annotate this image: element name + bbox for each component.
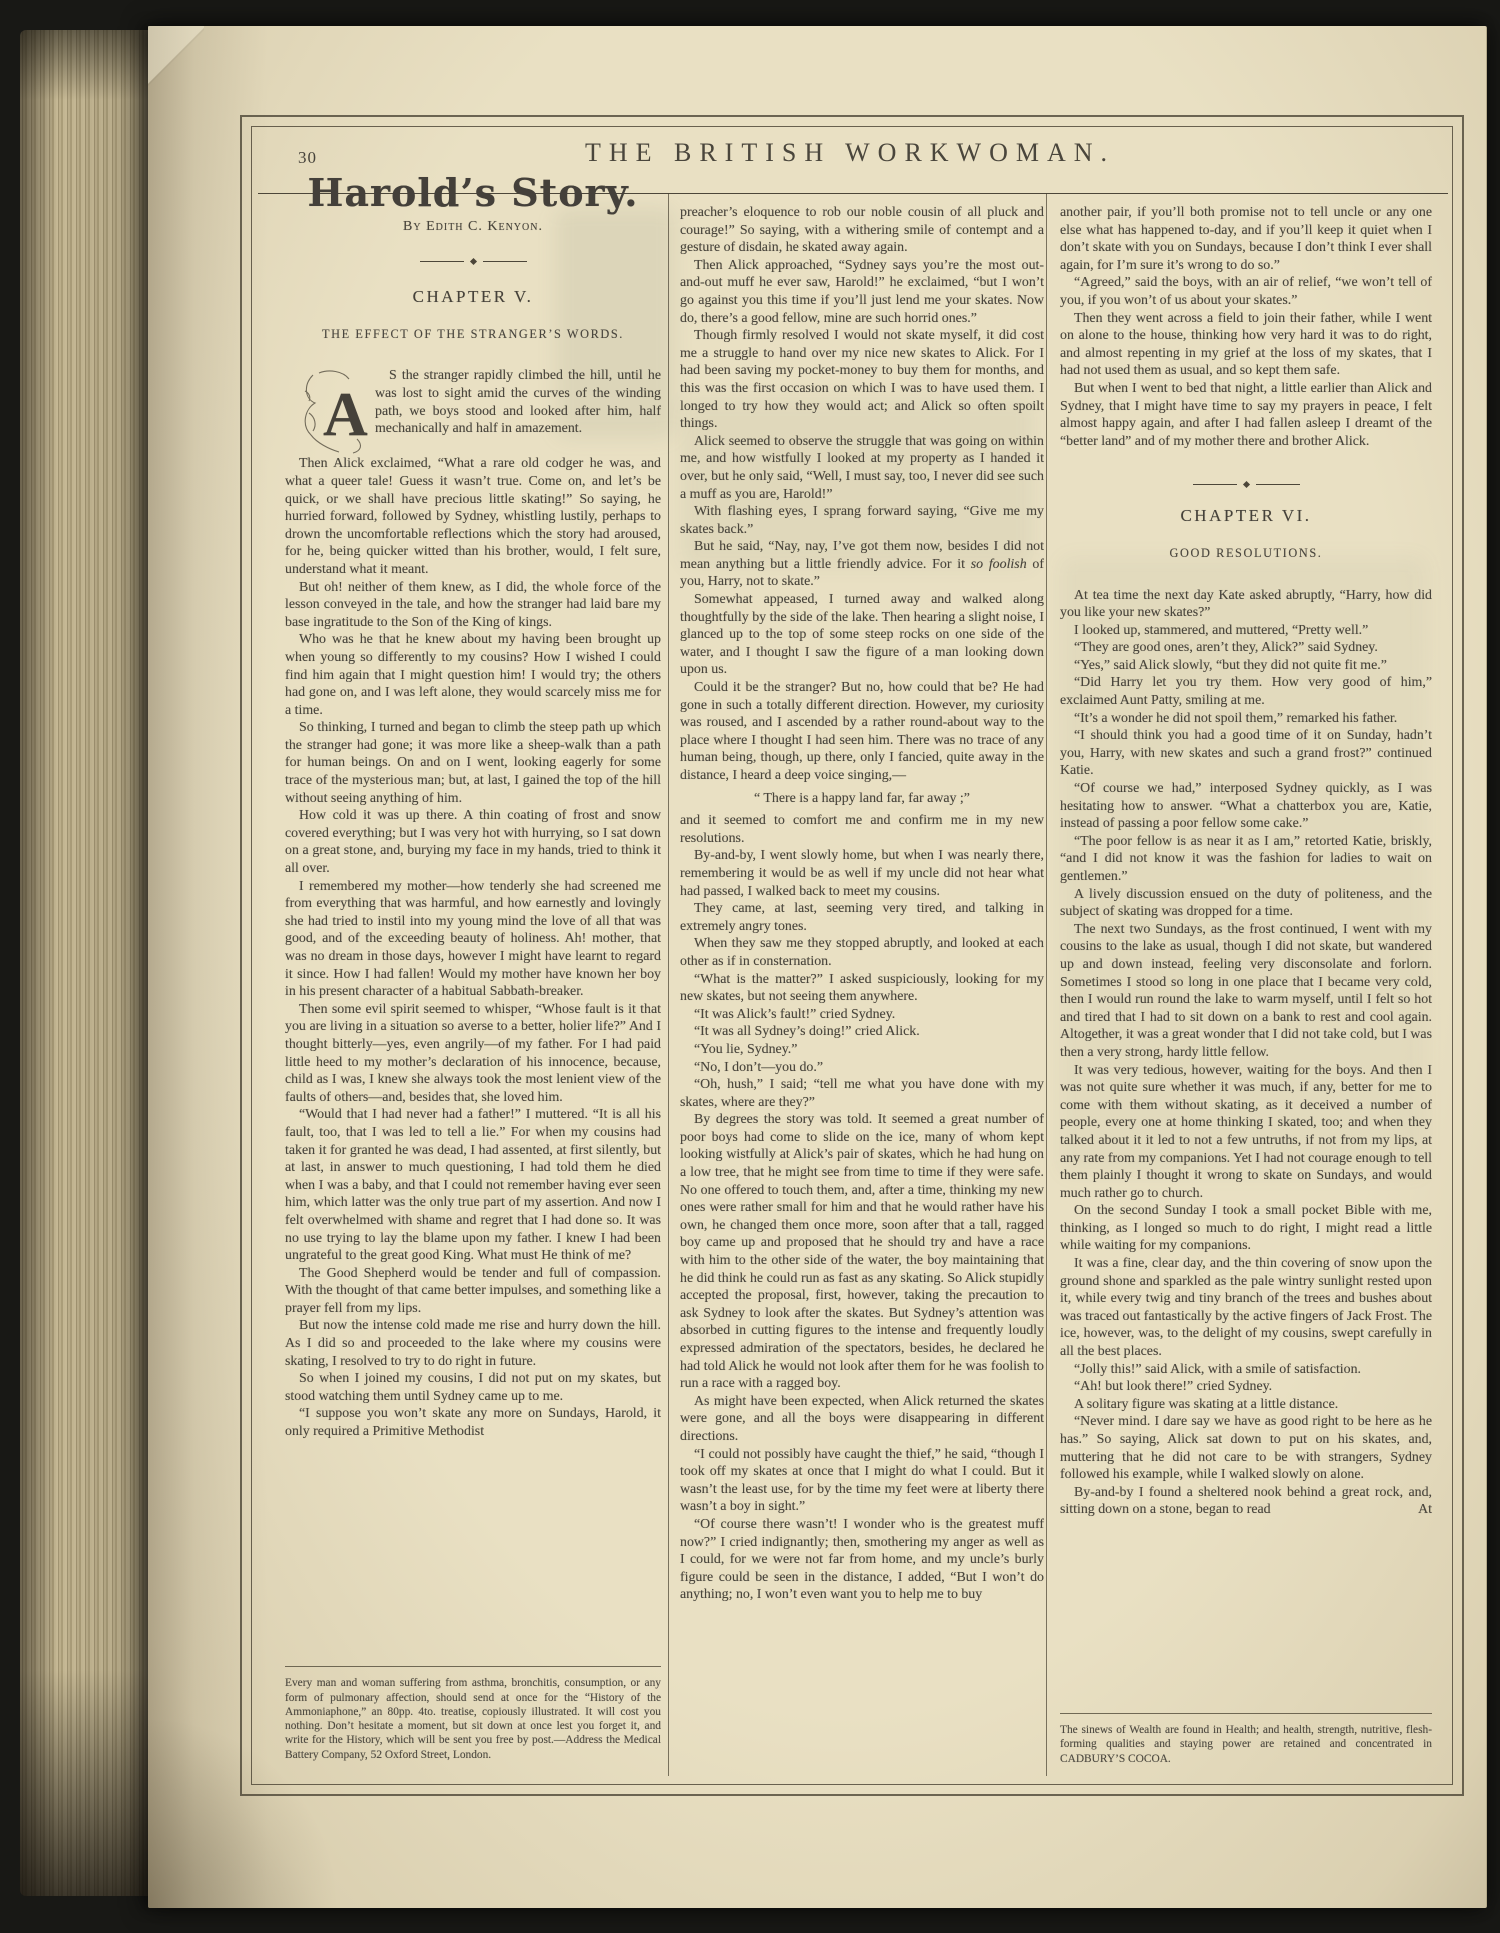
column-1 xyxy=(285,148,661,1762)
paragraph: Who was he that he knew about my having been brought up when young so differently to my cousins? How I wished I could find him again that I might question him! I would try; the others had gone on, and I was left alone, they would scarcely miss me for a time. xyxy=(285,632,661,718)
ornament-line xyxy=(483,261,527,262)
paragraph: Then they went across a field to join their father, while I went on alone to the house, thinking how very hard it was to do right, and almost repenting in my grief at the loss of my skates, that I had not used them as usual, and so kept them safe. xyxy=(1060,310,1432,379)
paragraph: “Jolly this!” said Alick, with a smile of satisfaction. xyxy=(1074,1361,1362,1377)
paragraph: Then Alick exclaimed, “What a rare old codger he was, and what a queer tale! Guess it wasn’t true. Come on, and let’s be quick, or we shall have precious little skating!” So saying, he hurried forward, followed by Sydney, whistling lustily, perhaps to drown the uncomfortable reflections which the story had aroused, for he, being quicker witted than his brother, would, I felt sure, understand what it meant. xyxy=(285,456,661,577)
paragraph: another pair, if you’ll both promise not to tell uncle or any one else what has happened to-day, and if you’ll keep it quiet when I don’t skate with you on Sundays, because I don’t think I ever shall again, for I’m sure it’s wrong to do so.” xyxy=(1060,205,1432,273)
paragraph: Could it be the stranger? But no, how could that be? He had gone in such a totally different direction. However, my curiosity was roused, and I ascended by a rather round-about way to the place where I thought I had seen him. There was no trace of any human being, though, up there, only I fancied, quite away in the distance, I heard a deep voice singing,— xyxy=(680,680,1044,783)
paragraph: It was very tedious, however, waiting for the boys. And then I was not quite sure whether it was much, if any, better for me to come with them without skating, as it deceived a number of people, every one at home thinking I skated, too; and when they talked about it it led to not a few untruths, if not from my lips, at any rate from my companions. Yet I had not courage enough to tell them plainly I thought it wrong to skate on Sundays, and would much rather go to church. xyxy=(1060,1062,1432,1201)
paragraph: “What is the matter?” I asked suspiciously, looking for my new skates, but not seeing them anywhere. xyxy=(680,971,1044,1005)
paragraph: Then Alick approached, “Sydney says you’re the most out-and-out muff he ever saw, Harold!” he exclaimed, “but I won’t go against you this time if you’ll just lend me your skates. Now do, there’s a good fellow, mine are such horrid ones.” xyxy=(680,257,1044,326)
column-divider-rule xyxy=(1046,193,1047,1776)
paragraph: “No, I don’t—you do.” xyxy=(694,1059,823,1075)
paragraph: Alick seemed to observe the struggle that was going on within me, and how wistfully I looked at my property as I handed it over, but he only said, “Well, I must say, too, I never did see such a muff as you are, Harold!” xyxy=(680,433,1044,502)
cadburys-cocoa-advert: The sinews of Wealth are found in Health; and health, strength, nutritive, flesh-forming qualities and staying power are retained and concentrated in CADBURY’S COCOA. xyxy=(1060,1713,1432,1766)
paragraph: As might have been expected, when Alick returned the skates were gone, and all the boys were disappearing in different directions. xyxy=(680,1393,1044,1444)
paragraph: How cold it was up there. A thin coating of frost and snow covered everything; but I was very hot with hurrying, so I sat down on a great stone, and, burying my face in my hands, tried to think it all over. xyxy=(285,808,661,877)
paragraph: “I could not possibly have caught the thief,” he said, “though I took off my skates at once that I might do what I could. But it wasn’t the least use, for by the time my feet were at liberty there wasn’t a boy in sight.” xyxy=(680,1446,1044,1515)
initial-flourish-icon xyxy=(299,369,383,455)
ornament-line xyxy=(420,261,464,262)
story-byline: By Edith C. Kenyon. xyxy=(403,218,543,234)
paragraph: “I should think you had a good time of it on Sunday, hadn’t you, Harry, with new skates and such a grand frost?” continued Katie. xyxy=(1060,728,1432,779)
column-1-body xyxy=(285,455,661,1440)
paragraph: By-and-by I found a sheltered nook behind a great rock, and, sitting down on a stone, began to read At xyxy=(1060,1484,1432,1518)
page-number: 30 xyxy=(298,148,317,167)
paragraph: A lively discussion ensued on the duty of politeness, and the subject of skating was dropped for a time. xyxy=(1060,886,1432,920)
book-page-edges xyxy=(20,30,150,1896)
paper-page xyxy=(148,26,1487,1908)
column-3-chapter5-end xyxy=(1060,204,1432,450)
column-3 xyxy=(1060,204,1432,1766)
paragraph: “Would that I had never had a father!” I muttered. “It is all his fault, too, that I was led to tell a lie.” For when my cousins had taken it for granted he was dead, I had assented, at first silently, but at last, in answer to much questioning, I had told them he died when I was a baby, and that I could not remember having ever seen him, which latter was the only true part of my assertion. And now I felt overwhelmed with shame and regret that I had done so. It was no use trying to lay the blame upon my father. I knew I had been ungrateful to the great good King. What must He think of me? xyxy=(285,1107,661,1264)
paragraph: “I suppose you won’t skate any more on Sundays, Harold, it only required a Primitive Methodist xyxy=(285,1406,661,1440)
paragraph: “Oh, hush,” I said; “tell me what you have done with my skates, where are they?” xyxy=(680,1077,1044,1110)
paragraph: I looked up, stammered, and muttered, “Pretty well.” xyxy=(1074,622,1369,638)
paragraph: “It was all Sydney’s doing!” cried Alick. xyxy=(694,1024,920,1040)
decorated-initial xyxy=(285,369,369,455)
opening-paragraph-text: S the stranger rapidly climbed the hill, until he was lost to sight amid the curves of the winding path, we boys stood and looked after him, half mechanically and half in amazement. xyxy=(375,368,661,437)
ornament-diamond xyxy=(1242,481,1249,488)
column-2 xyxy=(680,204,1044,1604)
paragraph: A solitary figure was skating at a little distance. xyxy=(1074,1396,1339,1412)
paragraph: When they saw me they stopped abruptly, and looked at each other as if in consternation. xyxy=(680,936,1044,969)
paragraph: “Of course we had,” interposed Sydney quickly, as I was hesitating how to answer. “What a chatterbox you are, Katie, instead of passing a poor fellow some cake.” xyxy=(1060,781,1432,832)
ammoniaphone-advert: Every man and woman suffering from asthma, bronchitis, consumption, or any form of pulmonary affection, should send at once for the “History of the Ammoniaphone,” an 80pp. 4to. treatise, copiously illustrated. It will cost you nothing. Don’t hesitate a moment, but sit down at once lest you forget it, and write for the History, which will be sent you free by post.—Address the Medical Battery Company, 52 Oxford Street, London. xyxy=(285,1666,661,1762)
chapter-6-heading: CHAPTER VI. xyxy=(1180,506,1312,526)
paragraph: But oh! neither of them knew, as I did, the whole force of the lesson conveyed in the tale, and how the stranger had laid bare my base ingratitude to the Son of the King of kings. xyxy=(285,579,661,630)
story-title: Harold’s Story. xyxy=(307,170,639,215)
paragraph: But when I went to bed that night, a little earlier than Alick and Sydney, that I might have time to say my prayers in peace, I felt almost happy again, and after I had fallen asleep I dreamt of the “better land” and of my mother there and brother Alick. xyxy=(1060,380,1432,449)
paragraph: But now the intense cold made me rise and hurry down the hill. As I did so and proceeded to the lake where my cousins were skating, I resolved to try to do right in future. xyxy=(285,1318,661,1369)
masthead-title: THE BRITISH WORKWOMAN. xyxy=(584,138,1116,167)
paragraph: “It’s a wonder he did not spoil them,” remarked his father. xyxy=(1074,710,1398,726)
paragraph: The next two Sundays, as the frost continued, I went with my cousins to the lake as usual, though I did not skate, but wandered up and down instead, feeling very disconsolate and forlorn. Sometimes I stood so long in one place that I became very cold, then I would run round the lake to warm myself, until I felt so hot and tired that I had to sit down on a bank to rest and cool again. Altogether, it was a great wonder that I did not take cold, but I was then a very strong, hardy little fellow. xyxy=(1060,921,1432,1060)
chapter-6-block xyxy=(1060,458,1432,586)
paragraph: preacher’s eloquence to rob our noble cousin of all pluck and courage!” So saying, with a withering smile of contempt and a gesture of disdain, he skated away again. xyxy=(680,205,1044,256)
paragraph: and it seemed to comfort me and confirm me in my new resolutions. xyxy=(680,813,1044,846)
opening-paragraph xyxy=(285,367,661,455)
paragraph: At tea time the next day Kate asked abruptly, “Harry, how did you like your new skates?” xyxy=(1060,587,1432,621)
section-divider-ornament xyxy=(285,259,661,264)
paragraph: “ There is a happy land far, far away ;” xyxy=(754,790,970,806)
ornament-line xyxy=(1193,484,1237,485)
paragraph: On the second Sunday I took a small pocket Bible with me, thinking, as I longed so much to do right, I might read a little while waiting for my companions. xyxy=(1060,1203,1432,1254)
paragraph: “Ah! but look there!” cried Sydney. xyxy=(1074,1379,1273,1395)
paragraph: Then some evil spirit seemed to whisper, “Whose fault is it that you are living in a situation so averse to a better, holier life?” And I thought bitterly—yes, even angrily—of my father. For I had paid little heed to my mother’s declaration of his innocence, because, child as I was, I knew she always took the most lenient view of the faults of others—and, besides that, she loved him. xyxy=(285,1001,661,1105)
paragraph: “Of course there wasn’t! I wonder who is the greatest muff now?” I cried indignantly; then, smothering my anger as well as I could, for we were not far from home, and my uncle’s burly figure could be seen in the distance, I added, “But I won’t do anything; no, I won’t even want you to help me to buy xyxy=(680,1516,1044,1603)
section-divider-ornament xyxy=(1060,482,1432,487)
chapter-5-subheading: THE EFFECT OF THE STRANGER’S WORDS. xyxy=(322,326,624,341)
paragraph: “Agreed,” said the boys, with an air of relief, “we won’t tell of you, if you won’t of us about your skates.” xyxy=(1060,275,1432,308)
column-2-body xyxy=(680,204,1044,1604)
emphasized-text: so foolish xyxy=(970,556,1027,572)
paragraph: I remembered my mother—how tenderly she had screened me from everything that was harmful, and how earnestly and lovingly she had tried to instil into my young mind the love of all that was good, and of the exceeding beauty of holiness. Ah! mother, that was no dream in those days, however I might have learnt to regard it since. How I had fallen! Would my mother have known her boy in his present character of a habitual Sabbath-breaker. xyxy=(285,878,661,1000)
chapter-6-subheading: GOOD RESOLUTIONS. xyxy=(1169,545,1323,560)
paragraph: So thinking, I turned and began to climb the steep path up which the stranger had gone; it was more like a sheep-walk than a path for human beings. On and on I went, looking eagerly for some trace of the mysterious man; but, at last, I gained the top of the hill without seeing anything of him. xyxy=(285,720,661,806)
paragraph: “You lie, Sydney.” xyxy=(694,1041,798,1057)
paragraph: So when I joined my cousins, I did not put on my skates, but stood watching them until Sydney came up to me. xyxy=(285,1371,661,1404)
paragraph: The Good Shepherd would be tender and full of compassion. With the thought of that came better impulses, and something like a prayer fell from my lips. xyxy=(285,1265,661,1316)
ornament-line xyxy=(1256,484,1300,485)
paragraph: They came, at last, seeming very tired, and talking in extremely angry tones. xyxy=(680,901,1044,934)
paragraph: “Yes,” said Alick slowly, “but they did not quite fit me.” xyxy=(1074,657,1387,673)
paragraph: By-and-by, I went slowly home, but when I was nearly there, remembering it would be as well if my uncle did not hear what had passed, I walked back to meet my cousins. xyxy=(680,848,1044,899)
svg-text:A: A xyxy=(323,381,368,450)
paragraph: “Did Harry let you try them. How very good of him,” exclaimed Aunt Patty, smiling at me. xyxy=(1060,675,1432,709)
paragraph: By degrees the story was told. It seemed a great number of poor boys had come to slide on the ice, many of whom kept looking wistfully at Alick’s pair of skates, which he had hung on a low tree, that he might see from time to time if they were safe. No one offered to touch them, and, after a time, thinking my new ones were rather small for him and that he would rather have his own, he changed them once more, soon after that a tall, ragged boy came up and proposed that he should try and have a race with him to the other side of the water, the boy maintaining that he did think he could run as fast as any skating. So Alick stupidly accepted the proposal, first, however, taking the precaution to ask Sydney to look after the skates. But Sydney’s attention was absorbed in cutting figures to the intense and frequently loudly expressed admiration of the spectators, besides, he declared he had told Alick he would not look after them for he was foolish to run a race with a ragged boy. xyxy=(680,1112,1044,1392)
paragraph: “The poor fellow is as near it as I am,” retorted Katie, briskly, “and I did not know it was the fashion for ladies to wait on gentlemen.” xyxy=(1060,833,1432,884)
paragraph: It was a fine, clear day, and the thin covering of snow upon the ground shone and sparkled as the pale wintry sunlight rested upon it, while every twig and tiny branch of the trees and bushes about was traced out fantastically by the active fingers of Jack Frost. The ice, however, was, to the delight of my cousins, swept carefully in all the best places. xyxy=(1060,1256,1432,1360)
chapter-5-heading: CHAPTER V. xyxy=(412,287,534,307)
paragraph: “Never mind. I dare say we have as good right to be here as he has.” So saying, Alick sat down to put on his skates, and, muttering that he did not care to be with strangers, Sydney followed his example, while I walked slowly on alone. xyxy=(1060,1414,1432,1483)
paragraph: Though firmly resolved I would not skate myself, it did cost me a struggle to hand over my nice new skates to Alick. For I had been saving my pocket-money to buy them for months, and this was the first occasion on which I was to have used them. I longed to try how they would act; and Alick so often spoilt things. xyxy=(680,328,1044,432)
paragraph: “They are good ones, aren’t they, Alick?” said Sydney. xyxy=(1074,640,1378,656)
paragraph: Somewhat appeased, I turned away and walked along thoughtfully by the side of the lake. Then hearing a slight noise, I glanced up to the top of some steep rocks on one side of the water, and I thought I saw the figure of a man looking down upon us. xyxy=(680,592,1044,678)
paragraph: With flashing eyes, I sprang forward saying, “Give me my skates back.” xyxy=(680,504,1044,537)
ornament-diamond xyxy=(469,258,476,265)
paragraph: But he said, “Nay, nay, I’ve got them now, besides I did not mean anything but a little friendly advice. For it so foolish of you, Harry, not to skate.” xyxy=(680,539,1044,590)
paragraph: “It was Alick’s fault!” cried Sydney. xyxy=(694,1006,896,1022)
catchword: At xyxy=(1418,1502,1432,1518)
corner-fold xyxy=(148,26,204,100)
column-divider-rule xyxy=(668,193,669,1776)
column-3-body xyxy=(1060,587,1432,1519)
